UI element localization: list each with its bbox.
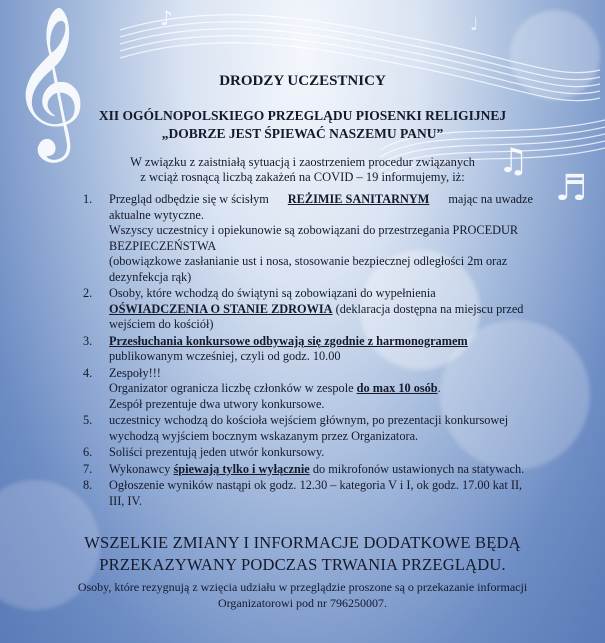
list-item (83, 478, 533, 509)
music-note-icon: ♫ (498, 141, 529, 181)
music-note-icon: ♩ (470, 14, 479, 35)
item-text: Wykonawcy (109, 461, 171, 476)
list-item (83, 286, 533, 333)
rules-list (83, 192, 533, 509)
item-line (109, 381, 533, 397)
music-staff-icon (120, 15, 605, 178)
item-number: 3. (83, 333, 93, 348)
list-item (83, 445, 533, 461)
music-note-icon: ♪ (160, 6, 173, 30)
item-text: wejściem do kościół) (109, 317, 214, 331)
intro-text: z wciąż rosnącą liczbą zakażeń na COVID – 19 informujemy, iż: (140, 170, 465, 184)
event-title: XII OGÓLNOPOLSKIEGO PRZEGLĄDU PIOSENKI RELIGIJNEJ (98, 108, 507, 123)
item-text: Organizator ogranicza liczbę członków w zespole (109, 381, 354, 395)
item-text: Zespół prezentuje dwa utwory konkursowe. (109, 396, 325, 411)
item-number: 6. (83, 445, 93, 459)
list-item (83, 334, 533, 365)
item-line (109, 302, 533, 318)
item-text: Osoby, które wchodzą do świątyni są zobowiązani do wypełnienia (109, 286, 436, 300)
list-item (83, 366, 533, 413)
item-text: . (437, 381, 441, 395)
item-text: publikowanym wcześniej, czyli od godz. 10.00 (109, 349, 341, 363)
item-number: 7. (83, 461, 93, 476)
item-number: 4. (83, 365, 93, 380)
music-note-icon: ♬ (555, 168, 588, 209)
item-text: Ogłoszenie wyników nastąpi ok godz. 12.30 – kategoria V i I, ok godz. 17.00 kat II, (109, 478, 523, 492)
item-text: aktualne wytyczne. (109, 207, 204, 222)
item-line (109, 192, 533, 208)
event-motto: „DOBRZE JEST ŚPIEWAĆ NASZEMU PANU” (161, 126, 444, 141)
list-item (83, 192, 533, 285)
list-item (83, 413, 533, 444)
item-emphasis: do max 10 osób (356, 381, 438, 395)
item-text: wychodzą wyjściem bocznym wskazanym przez Organizatora. (109, 428, 419, 443)
item-text: mając na uwadze (448, 192, 533, 206)
item-text: dezynfekcja rąk) (109, 269, 192, 284)
contact-text: Organizatorowi pod nr 796250007. (217, 596, 388, 610)
item-text: Soliści prezentują jeden utwór konkursowy. (109, 445, 325, 459)
item-text: III, IV. (109, 493, 142, 508)
item-emphasis: Przesłuchania konkursowe odbywają się zgodnie z harmonogramem (109, 333, 468, 348)
item-text: uczestnicy wchodzą do kościoła wejściem głównym, po prezentacji konkursowej (109, 413, 509, 427)
notice-text: WSZELKIE ZMIANY I INFORMACJE DODATKOWE BĘDĄ (84, 533, 521, 552)
item-emphasis: śpiewają tylko i wyłącznie (173, 461, 310, 476)
list-item (83, 462, 533, 478)
item-number: 8. (83, 478, 93, 492)
item-emphasis: REŻIMIE SANITARNYM (287, 192, 430, 206)
page-title: DRODZY UCZESTNICY (219, 73, 386, 89)
item-text: Zespoły!!! (109, 365, 161, 380)
intro-text: W związku z zaistniałą sytuacją i zaostrzeniem procedur związanych (130, 155, 475, 169)
contact-text: Osoby, które rezygnują z wzięcia udziału w przeglądzie proszone są o przekazanie informacji (77, 580, 528, 594)
item-number: 2. (83, 286, 93, 300)
notice-text: PRZEKAZYWANY PODCZAS TRWANIA PRZEGLĄDU. (99, 555, 506, 574)
item-text: BEZPIECZEŃSTWA (109, 238, 217, 253)
item-emphasis: OŚWIADCZENIA O STANIE ZDROWIA (109, 301, 333, 316)
item-number: 5. (83, 413, 93, 427)
item-number: 1. (83, 192, 93, 206)
item-text: Przegląd odbędzie się w ścisłym (109, 192, 269, 206)
item-text: (deklaracja dostępna na miejscu przed (335, 301, 524, 316)
treble-clef-icon: 𝄞 (10, 4, 87, 156)
item-line (109, 462, 533, 478)
item-text: (obowiązkowe zasłanianie ust i nosa, stosowanie bezpiecznej odległości 2m oraz (109, 254, 508, 268)
item-text: Wszyscy uczestnicy i opiekunowie są zobowiązani do przestrzegania PROCEDUR (109, 223, 519, 237)
item-text: do mikrofonów ustawionych na statywach. (312, 461, 525, 476)
